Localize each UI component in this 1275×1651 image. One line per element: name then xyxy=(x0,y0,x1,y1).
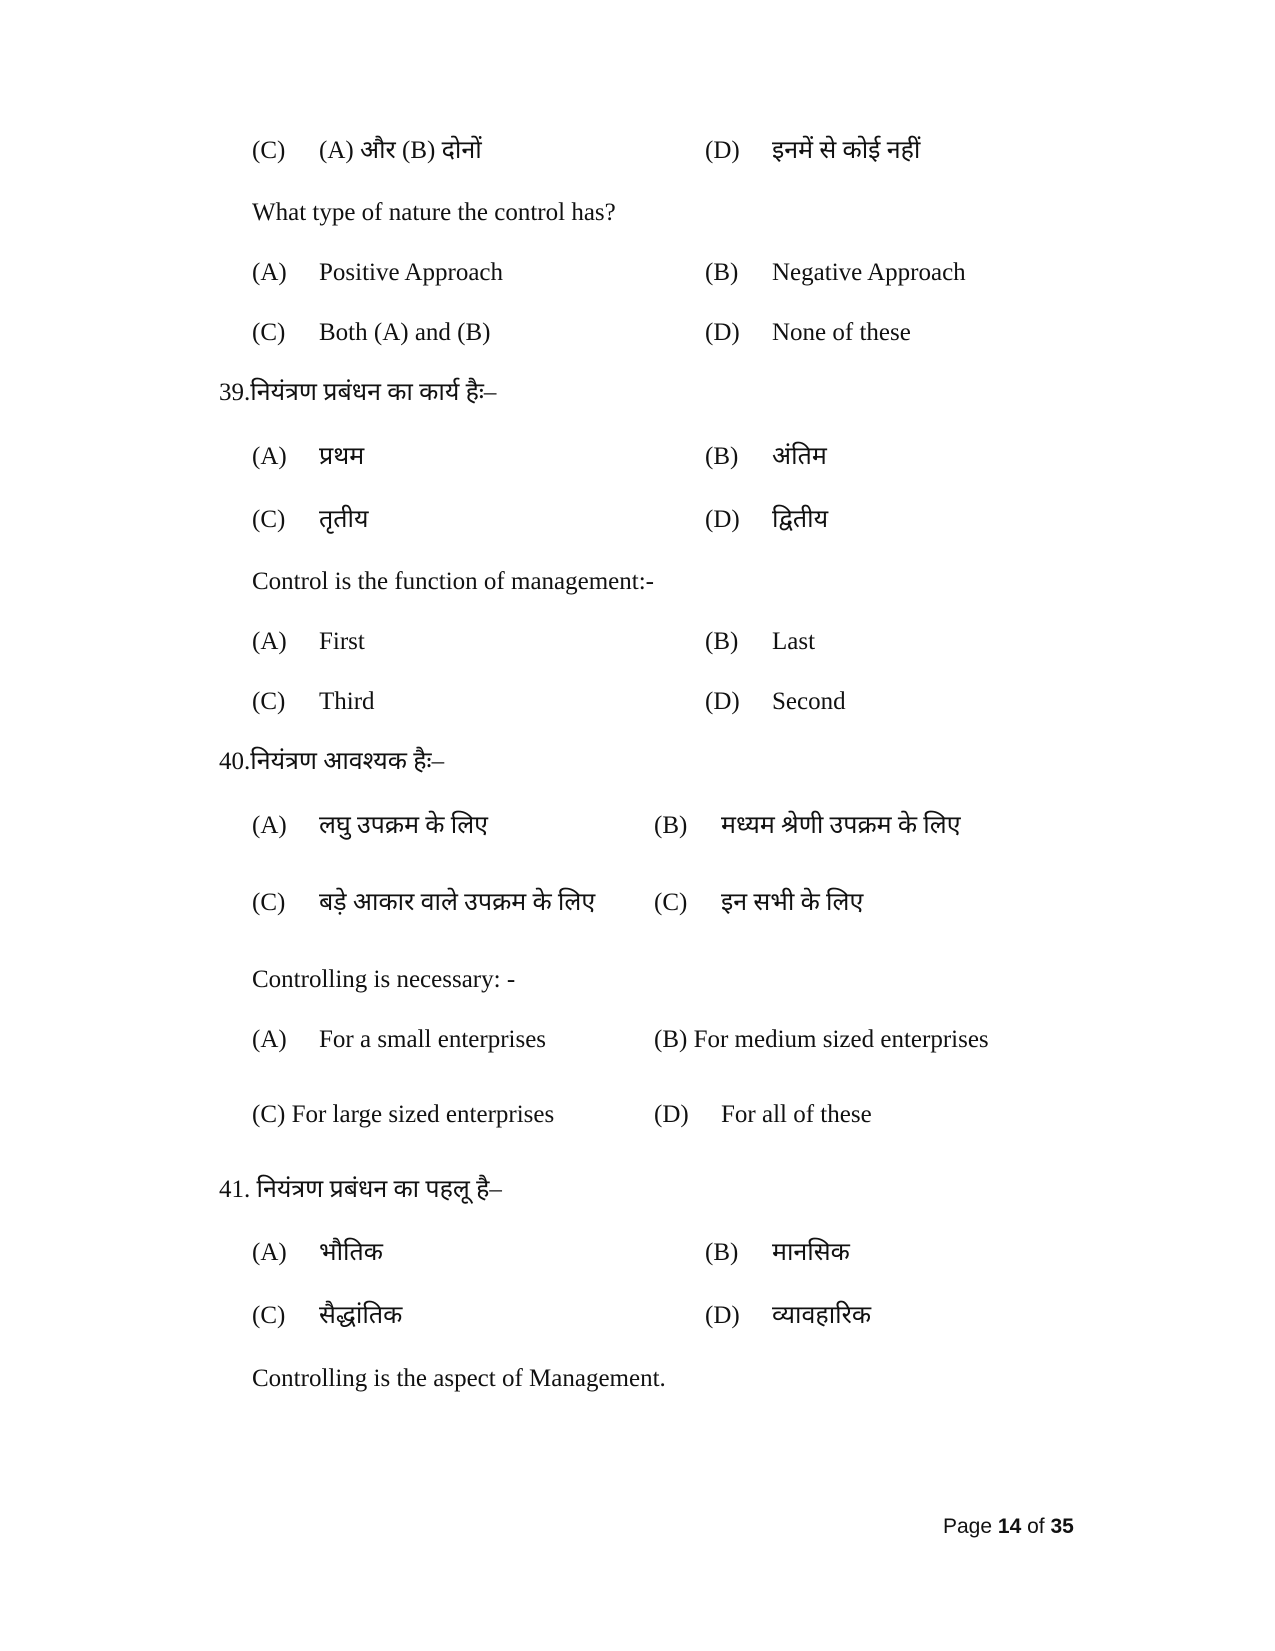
option-text: None of these xyxy=(772,319,911,346)
option-label: (A) xyxy=(252,1239,287,1266)
option-text: मानसिक xyxy=(772,1239,850,1266)
question-text: What type of nature the control has? xyxy=(252,199,616,226)
question-text: Controlling is the aspect of Management. xyxy=(252,1365,666,1392)
option-label: (C) xyxy=(654,889,688,916)
option-label: (C) xyxy=(252,1302,286,1329)
option-text: अंतिम xyxy=(772,443,827,470)
option-text: प्रथम xyxy=(319,443,365,470)
page-total: 35 xyxy=(1050,1515,1074,1538)
option-text: तृतीय xyxy=(319,506,369,533)
option-label: (C) xyxy=(252,889,286,916)
option-label: (D) xyxy=(705,137,740,164)
question-text: 40.नियंत्रण आवश्यक हैः– xyxy=(219,748,445,775)
option-label: (C) xyxy=(252,688,286,715)
option-text: For all of these xyxy=(721,1101,872,1128)
option-label: (C) xyxy=(252,506,286,533)
page-prefix: Page xyxy=(943,1515,993,1538)
option-text: लघु उपक्रम के लिए xyxy=(319,812,488,839)
option-label: (A) xyxy=(252,443,287,470)
option-label: (A) xyxy=(252,1026,287,1053)
option-label: (D) xyxy=(705,688,740,715)
option-label: (B) xyxy=(705,1239,739,1266)
option-label: (B) xyxy=(705,628,739,655)
option-label: (B) xyxy=(705,443,739,470)
option-label: (C) xyxy=(252,137,286,164)
page-number xyxy=(943,1513,1074,1541)
option-text: इनमें से कोई नहीं xyxy=(772,137,921,164)
option-text: (B) For medium sized enterprises xyxy=(654,1026,989,1053)
question-text: 41. नियंत्रण प्रबंधन का पहलू है– xyxy=(219,1176,502,1203)
option-text: Third xyxy=(319,688,375,715)
option-text: Negative Approach xyxy=(772,259,966,286)
question-text: Control is the function of management:- xyxy=(252,568,654,595)
option-label: (A) xyxy=(252,259,287,286)
option-text: बड़े आकार वाले उपक्रम के लिए xyxy=(319,889,596,916)
option-text: Second xyxy=(772,688,846,715)
option-text: भौतिक xyxy=(319,1239,383,1266)
option-text: First xyxy=(319,628,365,655)
option-label: (C) xyxy=(252,319,286,346)
option-text: Positive Approach xyxy=(319,259,504,286)
page-current: 14 xyxy=(997,1515,1022,1538)
option-text: (A) और (B) दोनों xyxy=(319,137,482,164)
option-text: For a small enterprises xyxy=(319,1026,547,1053)
option-text: द्वितीय xyxy=(772,506,829,533)
option-label: (D) xyxy=(705,319,740,346)
option-label: (A) xyxy=(252,812,287,839)
option-text: Both (A) and (B) xyxy=(319,319,491,346)
question-text: 39.नियंत्रण प्रबंधन का कार्य हैः– xyxy=(219,379,497,406)
option-text: सैद्धांतिक xyxy=(319,1302,403,1329)
option-label: (D) xyxy=(654,1101,689,1128)
option-label: (B) xyxy=(705,259,739,286)
option-text: मध्यम श्रेणी उपक्रम के लिए xyxy=(721,812,961,839)
option-text: व्यावहारिक xyxy=(772,1302,872,1329)
option-text: इन सभी के लिए xyxy=(721,889,864,916)
option-label: (B) xyxy=(654,812,688,839)
question-text: Controlling is necessary: - xyxy=(252,966,516,993)
option-label: (A) xyxy=(252,628,287,655)
option-text: (C) For large sized enterprises xyxy=(252,1101,555,1128)
page-of: of xyxy=(1027,1515,1045,1538)
option-label: (D) xyxy=(705,1302,740,1329)
option-label: (D) xyxy=(705,506,740,533)
option-text: Last xyxy=(772,628,816,655)
